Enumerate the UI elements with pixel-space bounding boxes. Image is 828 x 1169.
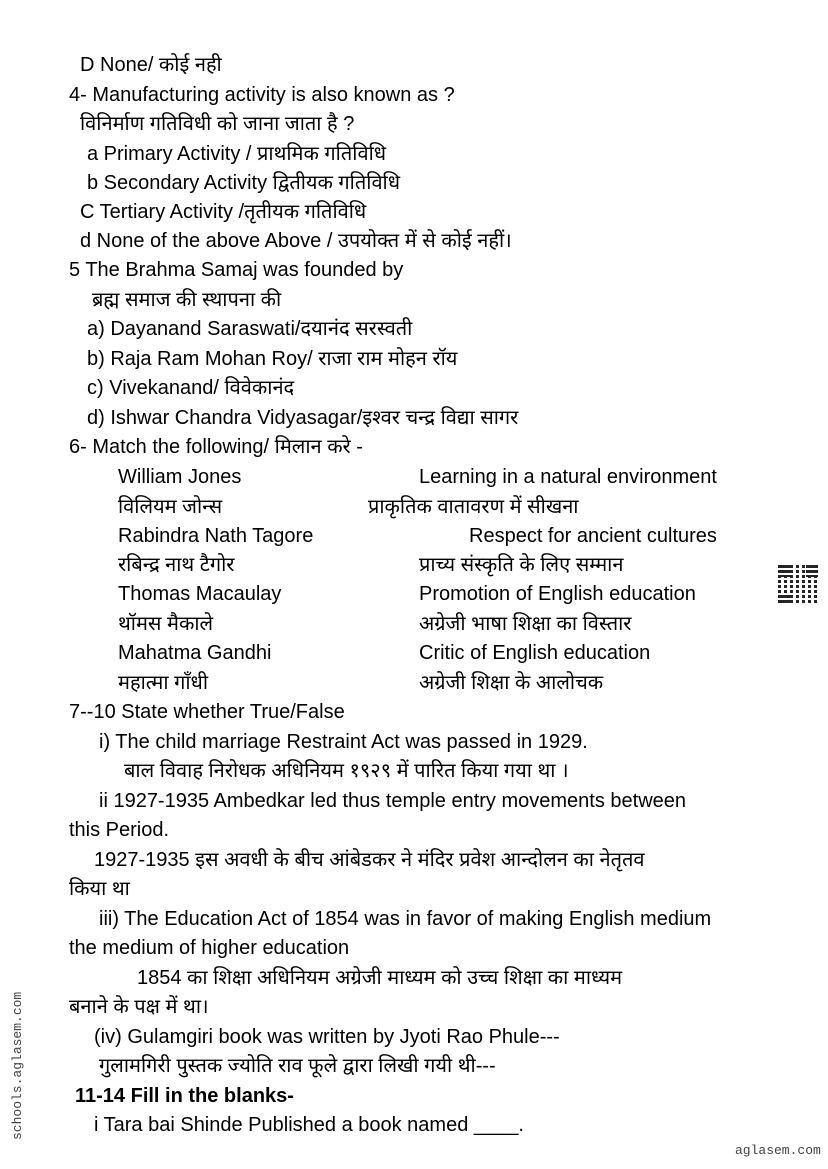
match-right: अग्रेजी शिक्षा के आलोचक (419, 672, 604, 694)
q11-heading: 11-14 Fill in the blanks- (75, 1085, 294, 1107)
match-right: Critic of English education (419, 642, 651, 664)
match-left: थॉमस मैकाले (118, 613, 214, 635)
q7-line: the medium of higher education (69, 937, 350, 959)
q6-question: 6- Match the following/ मिलान करे - (69, 436, 363, 458)
q4-question-hi: विनिर्माण गतिविधी को जाना जाता है ? (80, 113, 355, 135)
q7-line: बनाने के पक्ष में था। (69, 996, 209, 1018)
q4-option-d: d None of the above Above / उपयोक्त में से कोई नहीं। (80, 230, 512, 252)
q7-line: (iv) Gulamgiri book was written by Jyoti Rao Phule--- (94, 1026, 560, 1048)
q5-question-hi: ब्रह्म समाज की स्थापना की (92, 289, 282, 311)
match-right: Promotion of English education (419, 583, 696, 605)
q4-option-a: a Primary Activity / प्राथमिक गतिविधि (87, 143, 387, 165)
q7-line: i) The child marriage Restraint Act was passed in 1929. (99, 731, 588, 753)
match-left: Thomas Macaulay (118, 583, 282, 605)
q7-line: iii) The Education Act of 1854 was in favor of making English medium (99, 908, 712, 930)
q5-option-c: c) Vivekanand/ विवेकानंद (87, 377, 295, 399)
side-watermark: schools.aglasem.com (10, 991, 25, 1140)
match-right: Respect for ancient cultures (469, 525, 717, 547)
q7-line: 1854 का शिक्षा अधिनियम अग्रेजी माध्यम को उच्च शिक्षा का माध्यम (137, 967, 623, 989)
q11-line: i Tara bai Shinde Published a book named ____. (94, 1114, 524, 1136)
q4-option-b: b Secondary Activity द्वितीयक गतिविधि (87, 172, 401, 194)
qr-code (778, 565, 818, 605)
q4-option-c: C Tertiary Activity /तृतीयक गतिविधि (80, 201, 367, 223)
match-left: विलियम जोन्स (118, 496, 223, 518)
q5-option-d: d) Ishwar Chandra Vidyasagar/इश्वर चन्द्र विद्या सागर (87, 407, 519, 429)
match-left: महात्मा गाँधी (118, 672, 208, 694)
q7-line: गुलामगिरी पुस्तक ज्योति राव फूले द्वारा लिखी गयी थी--- (99, 1055, 496, 1077)
q5-question-en: 5 The Brahma Samaj was founded by (69, 259, 404, 281)
match-right: प्राच्य संस्कृति के लिए सम्मान (419, 554, 624, 576)
q7-line: 1927-1935 इस अवधी के बीच आंबेडकर ने मंदिर प्रवेश आन्दोलन का नेतृतव (94, 849, 645, 871)
q7-heading: 7--10 State whether True/False (69, 701, 345, 723)
q4-question-en: 4- Manufacturing activity is also known as ? (69, 84, 455, 106)
q5-option-a: a) Dayanand Saraswati/दयानंद सरस्वती (87, 318, 413, 340)
q3-option-d: D None/ कोई नही (80, 54, 222, 76)
match-left: Mahatma Gandhi (118, 642, 272, 664)
match-left: Rabindra Nath Tagore (118, 525, 314, 547)
q7-line: this Period. (69, 819, 170, 841)
q7-line: किया था (69, 878, 130, 900)
q7-line: ii 1927-1935 Ambedkar led thus temple entry movements between (99, 790, 687, 812)
match-left: रबिन्द्र नाथ टैगोर (118, 554, 235, 576)
footer-watermark: aglasem.com (735, 1143, 821, 1158)
match-right: प्राकृतिक वातावरण में सीखना (368, 496, 579, 518)
q5-option-b: b) Raja Ram Mohan Roy/ राजा राम मोहन रॉय (87, 348, 458, 370)
match-left: William Jones (118, 466, 242, 488)
q7-line: बाल विवाह निरोधक अधिनियम १९२९ में पारित किया गया था । (124, 760, 569, 782)
match-right: अग्रेजी भाषा शिक्षा का विस्तार (419, 613, 632, 635)
match-right: Learning in a natural environment (419, 466, 717, 488)
